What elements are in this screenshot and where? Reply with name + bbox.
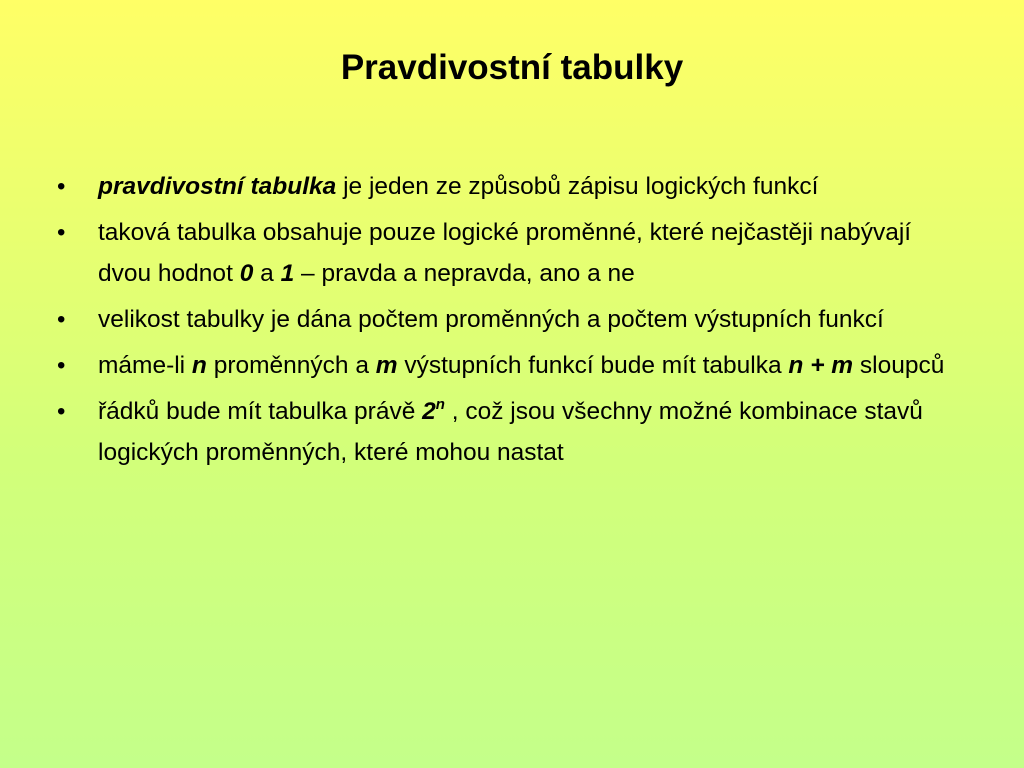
bullet-item [57,391,957,473]
bullet-text: proměnných a [206,352,376,379]
bullet-text-emphasis: 1 [280,260,295,287]
bullet-text: sloupců [853,352,945,379]
bullet-text: je jeden ze způsobů zápisu logických funkcí [336,173,819,200]
bullet-text-emphasis: n [191,352,207,379]
bullet-list [57,166,957,478]
bullet-marker-icon: • [57,306,66,333]
bullet-text: řádků bude mít tabulka právě [98,398,423,425]
bullet-item [57,299,957,340]
bullet-text: , což jsou všechny možné kombinace stavů logických proměnných, které mohou nastat [98,398,923,466]
bullet-marker-icon: • [57,173,66,200]
slide-title: Pravdivostní tabulky [340,48,684,87]
bullet-text-superscript: n [435,396,445,413]
bullet-marker-icon: • [57,352,66,379]
bullet-text: máme-li [98,352,192,379]
bullet-text: výstupních funkcí bude mít tabulka [397,352,789,379]
bullet-text: taková tabulka obsahuje pouze logické proměnné, které nejčastěji nabývají dvou hodnot [98,219,912,287]
bullet-item [57,166,957,207]
bullet-text-emphasis: 2 [422,398,436,425]
bullet-text-emphasis: m [375,352,398,379]
bullet-marker-icon: • [57,219,66,246]
bullet-text: velikost tabulky je dána počtem proměnných a počtem výstupních funkcí [98,306,884,333]
bullet-text: a [253,260,281,287]
bullet-item [57,212,957,294]
bullet-text: – pravda a nepravda, ano a ne [294,260,635,287]
bullet-item [57,345,957,386]
bullet-marker-icon: • [57,398,66,425]
bullet-text-emphasis: pravdivostní tabulka [98,173,337,200]
bullet-text-emphasis: 0 [239,260,254,287]
bullet-text-emphasis: n + m [788,352,854,379]
